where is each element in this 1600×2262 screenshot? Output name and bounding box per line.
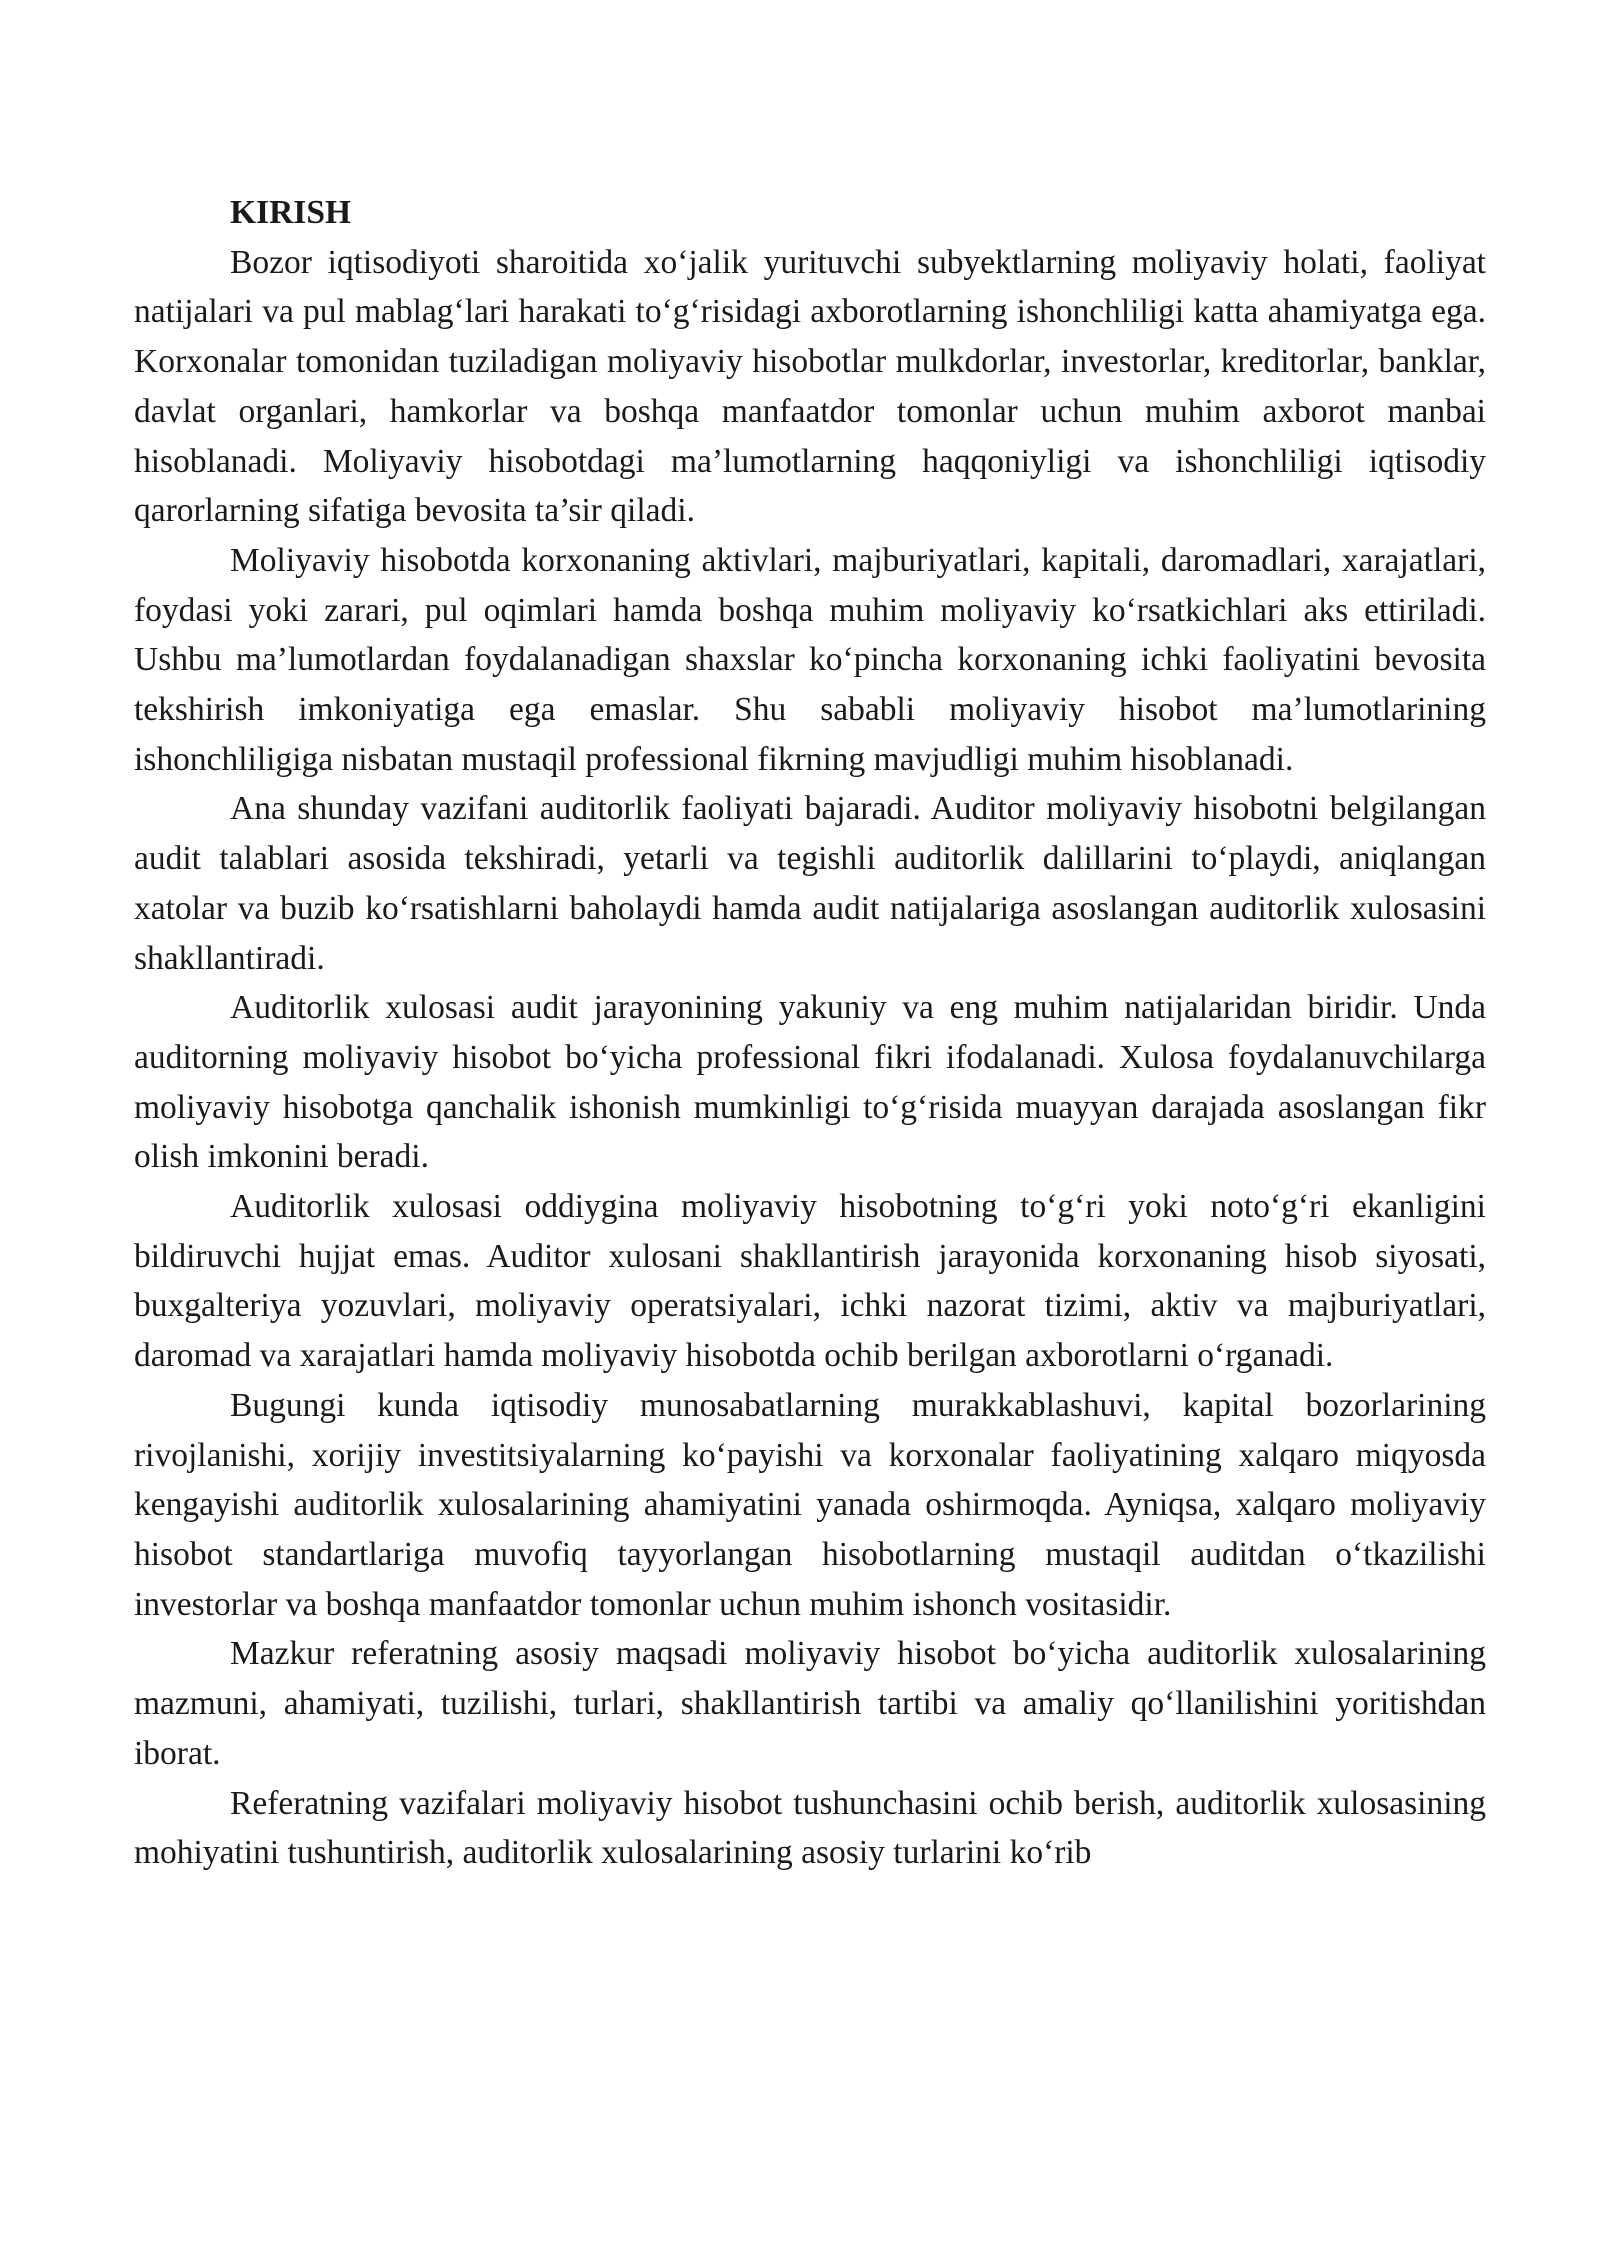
- paragraph-3: Ana shunday vazifani auditorlik faoliyati bajaradi. Auditor moliyaviy hisobotni belgilangan audit talablari asosida tekshiradi, yetarli va tegishli auditorlik dalillarini to‘playdi, aniqlangan xatolar va buzib ko‘rsatishlarni baholaydi hamda audit natijalariga asoslangan auditorlik xulosasini shakllantiradi.: [134, 790, 1486, 977]
- paragraph-8: Referatning vazifalari moliyaviy hisobot tushunchasini ochib berish, auditorlik xulosasining mohiyatini tushuntirish, auditorlik xulosalarining asosiy turlarini ko‘rib: [134, 1784, 1486, 1872]
- paragraph-2: Moliyaviy hisobotda korxonaning aktivlari, majburiyatlari, kapitali, daromadlari, xarajatlari, foydasi yoki zarari, pul oqimlari hamda boshqa muhim moliyaviy ko‘rsatkichlari aks ettiriladi. Ushbu ma’lumotlardan foydalanadigan shaxslar ko‘pincha korxonaning ichki faoliyatini bevosita tekshirish imkoniyatiga ega emaslar. Shu sababli moliyaviy hisobot ma’lumotlarining ishonchliligiga nisbatan mustaqil professional fikrning mavjudligi muhim hisoblanadi.: [134, 541, 1486, 778]
- section-heading: KIRISH: [230, 194, 352, 231]
- paragraph-1: Bozor iqtisodiyoti sharoitida xo‘jalik yurituvchi subyektlarning moliyaviy holati, faoliyat natijalari va pul mablag‘lari harakati to‘g‘risidagi axborotlarning ishonchliligi katta ahamiyatga ega. Korxonalar tomonidan tuziladigan moliyaviy hisobotlar mulkdorlar, investorlar, kreditorlar, banklar, davlat organlari, hamkorlar va boshqa manfaatdor tomonlar uchun muhim axborot manbai hisoblanadi. Moliyaviy hisobotdagi ma’lumotlarning haqqoniyligi va ishonchliligi iqtisodiy qarorlarning sifatiga bevosita ta’sir qiladi.: [134, 243, 1486, 530]
- paragraph-7: Mazkur referatning asosiy maqsadi moliyaviy hisobot bo‘yicha auditorlik xulosalarining mazmuni, ahamiyati, tuzilishi, turlari, shakllantirish tartibi va amaliy qo‘llanilishini yoritishdan iborat.: [134, 1635, 1486, 1772]
- document-body: [134, 188, 1486, 1878]
- paragraph-6: Bugungi kunda iqtisodiy munosabatlarning murakkablashuvi, kapital bozorlarining rivojlanishi, xorijiy investitsiyalarning ko‘payishi va korxonalar faoliyatining xalqaro miqyosda kengayishi auditorlik xulosalarining ahamiyatini yanada oshirmoqda. Ayniqsa, xalqaro moliyaviy hisobot standartlariga muvofiq tayyorlangan hisobotlarning mustaqil auditdan o‘tkazilishi investorlar va boshqa manfaatdor tomonlar uchun muhim ishonch vositasidir.: [134, 1386, 1486, 1623]
- paragraph-5: Auditorlik xulosasi oddiygina moliyaviy hisobotning to‘g‘ri yoki noto‘g‘ri ekanligini bildiruvchi hujjat emas. Auditor xulosani shakllantirish jarayonida korxonaning hisob siyosati, buxgalteriya yozuvlari, moliyaviy operatsiyalari, ichki nazorat tizimi, aktiv va majburiyatlari, daromad va xarajatlari hamda moliyaviy hisobotda ochib berilgan axborotlarni o‘rganadi.: [134, 1188, 1486, 1375]
- paragraph-4: Auditorlik xulosasi audit jarayonining yakuniy va eng muhim natijalaridan biridir. Unda auditorning moliyaviy hisobot bo‘yicha professional fikri ifodalanadi. Xulosa foydalanuvchilarga moliyaviy hisobotga qanchalik ishonish mumkinligi to‘g‘risida muayyan darajada asoslangan fikr olish imkonini beradi.: [134, 989, 1486, 1176]
